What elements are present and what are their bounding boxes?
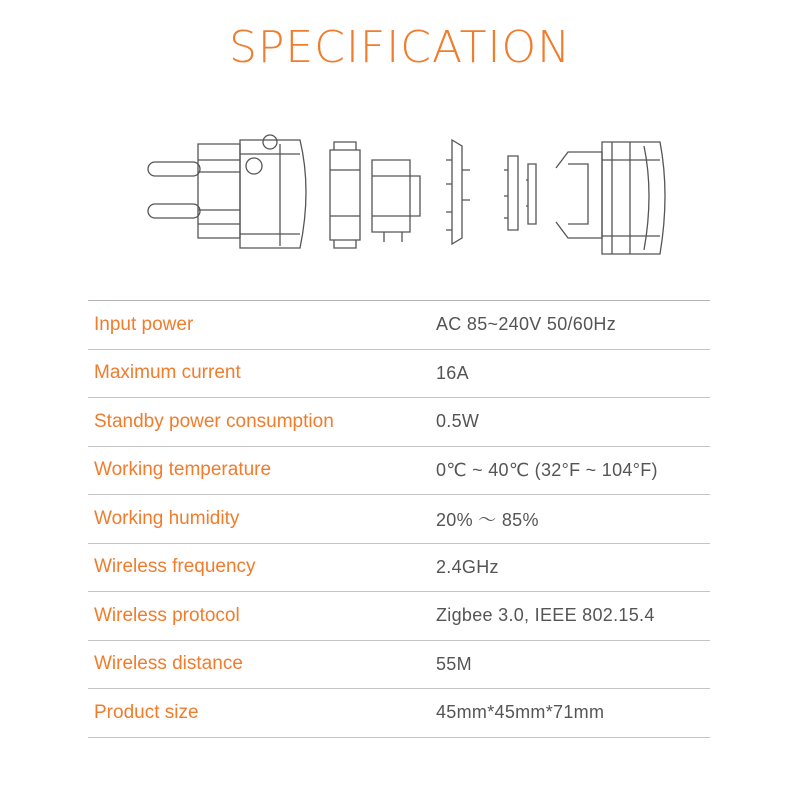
contact-parts-icon bbox=[504, 156, 536, 230]
exploded-plug-illustration bbox=[140, 120, 680, 270]
spec-label: Working humidity bbox=[94, 507, 240, 529]
table-row bbox=[88, 689, 710, 738]
table-row bbox=[88, 301, 710, 350]
page-title: SPECIFICATION bbox=[228, 22, 572, 73]
spec-value: 20% ～ 85% bbox=[436, 509, 539, 530]
spec-label: Wireless protocol bbox=[94, 604, 240, 626]
spec-value: AC 85~240V 50/60Hz bbox=[436, 314, 617, 335]
table-row bbox=[88, 495, 710, 544]
spec-label: Input power bbox=[94, 313, 194, 335]
spec-value: 45mm*45mm*71mm bbox=[436, 702, 605, 723]
inner-module-icon bbox=[330, 142, 420, 248]
table-row bbox=[88, 592, 710, 641]
spec-label: Product size bbox=[94, 701, 199, 723]
table-row bbox=[88, 641, 710, 690]
table-row bbox=[88, 544, 710, 593]
spec-label: Wireless distance bbox=[94, 653, 243, 675]
spec-value: 0.5W bbox=[436, 411, 480, 432]
spec-label: Standby power consumption bbox=[94, 410, 334, 432]
spec-value: 2.4GHz bbox=[436, 556, 499, 577]
spec-value: 55M bbox=[436, 653, 472, 674]
spec-label: Maximum current bbox=[94, 362, 241, 384]
plug-body-icon bbox=[198, 135, 306, 248]
spec-label: Wireless frequency bbox=[94, 556, 256, 578]
socket-front-icon bbox=[556, 142, 665, 254]
table-row bbox=[88, 350, 710, 399]
spec-value: 16A bbox=[436, 362, 469, 383]
circuit-board-icon bbox=[446, 140, 470, 244]
table-row bbox=[88, 398, 710, 447]
spec-value: 0℃ ~ 40℃ (32°F ~ 104°F) bbox=[436, 459, 658, 480]
spec-table bbox=[88, 300, 710, 738]
plug-pins-icon bbox=[148, 162, 200, 218]
table-row bbox=[88, 447, 710, 496]
spec-value: Zigbee 3.0, IEEE 802.15.4 bbox=[436, 605, 655, 626]
spec-label: Working temperature bbox=[94, 459, 272, 481]
